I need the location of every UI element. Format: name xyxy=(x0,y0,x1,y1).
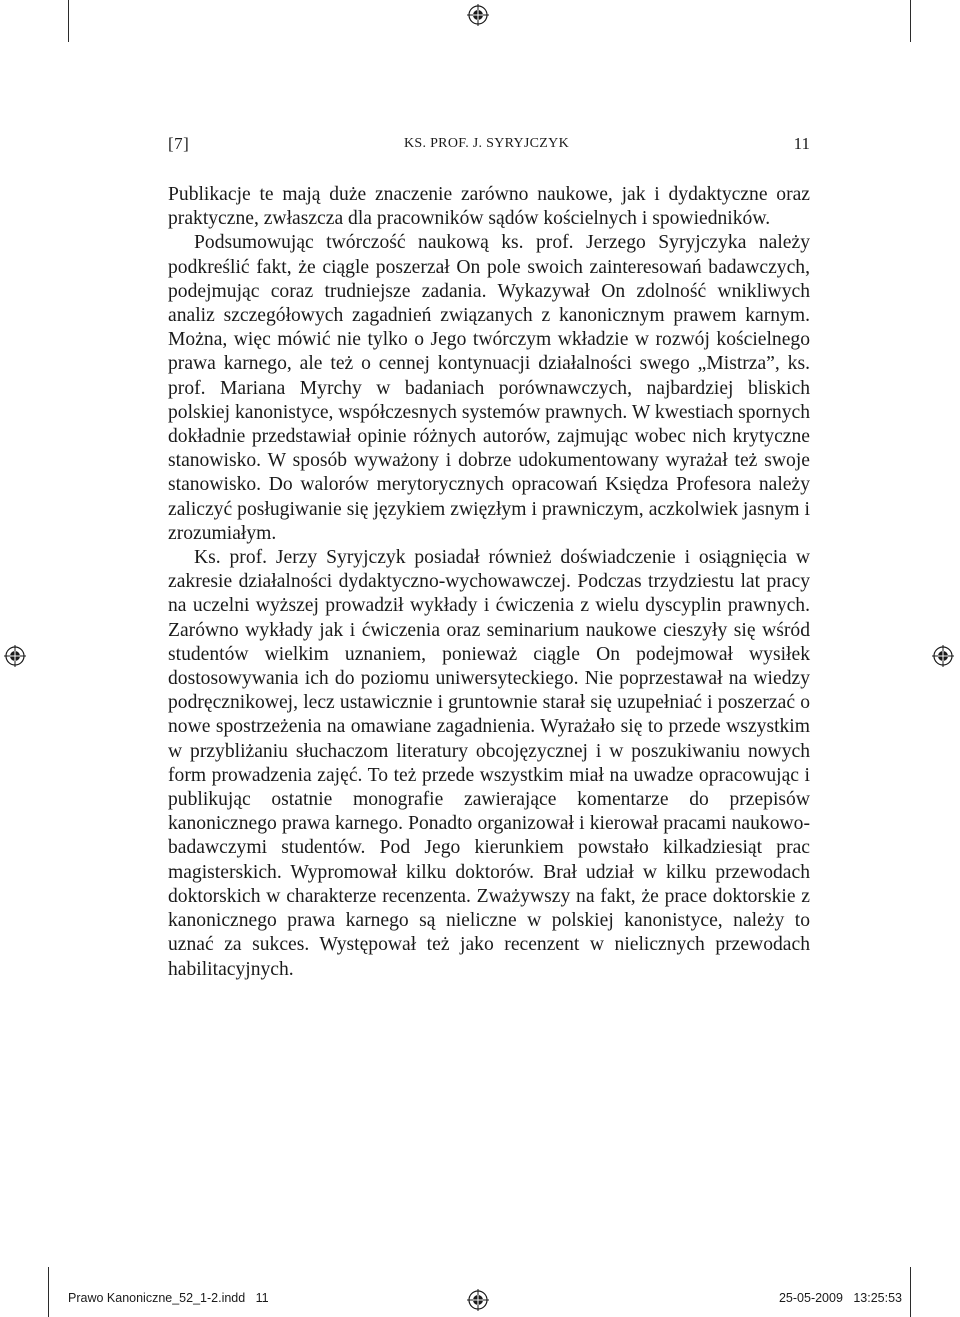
registration-mark-icon xyxy=(932,645,954,667)
paragraph: Publikacje te mają duże znaczenie zarówno naukowe, jak i dydaktyczne oraz praktyczne, zwłaszcza dla pracowników sądów kościelnych i spowiedników. xyxy=(168,184,810,230)
slug-timestamp: 25-05-2009 13:25:53 xyxy=(778,1291,902,1305)
running-title: KS. PROF. J. SYRYJCZYK xyxy=(404,136,569,151)
crop-mark-top-left xyxy=(68,0,69,42)
section-number: [7] xyxy=(168,134,190,153)
crop-mark-bottom-left xyxy=(48,1267,49,1317)
running-header xyxy=(168,134,810,158)
paragraph: Podsumowując twórczość naukową ks. prof. Jerzego Syryjczyka należy podkreślić fakt, że ciągle poszerzał On pole swoich zainteresowań badawczych, podejmując coraz trudniejsze zadania. Wykazywał On zdolność wnikliwych analiz szczegółowych zagadnień związanych z kanonicznym prawem karnym. Można, więc mówić nie tylko o Jego twórczym wkładzie w rozwój kościelnego prawa karnego, ale też o cennej kontynuacji działalności swego „Mistrza”, ks. prof. Mariana Myrchy w badaniach porównawczych, najbardziej bliskich polskiej kanonistyce, współczesnych systemów prawnych. W kwestiach spornych dokładnie przedstawiał opinie różnych autorów, zajmując wobec nich krytyczne stanowisko. W sposób wyważony i dobrze udokumentowany wyrażał też swoje stanowisko. Do walorów merytorycznych opracowań Księdza Profesora należy zaliczyć posługiwanie się językiem zwięzłym i prawniczym, aczkolwiek jasnym i zrozumiałym. xyxy=(168,232,810,544)
registration-mark-icon xyxy=(4,645,26,667)
slug-file-name: Prawo Kanoniczne_52_1-2.indd 11 xyxy=(68,1291,269,1305)
body-text xyxy=(168,183,810,982)
crop-mark-bottom-right xyxy=(910,1267,911,1317)
crop-mark-top-right xyxy=(910,0,911,42)
page-number: 11 xyxy=(793,134,810,153)
paragraph: Ks. prof. Jerzy Syryjczyk posiadał również doświadczenie i osiągnięcia w zakresie działalności dydaktyczno-wychowawczej. Podczas trzydziestu lat pracy na uczelni wyższej prowadził wykłady i ćwiczenia z wielu dyscyplin prawnych. Zarówno wykłady jak i ćwiczenia oraz seminarium naukowe cieszyły się wśród studentów wielkim uznaniem, ponieważ ciągle On podejmował wysiłek dostosowywania ich do poziomu uniwersyteckiego. Nie poprzestawał na wiedzy podręcznikowej, lecz ustawicznie i gruntownie starał się uzupełniać i poszerzać o nowe spostrzeżenia na omawiane zagadnienia. Wyrażało się to przede wszystkim w przybliżaniu słuchaczom literatury obcojęzycznej i w poszukiwaniu nowych form prowadzenia zajęć. To też przede wszystkim miał na uwadze opracowując i publikując ostatnie monografie zawierające komentarze do przepisów kanonicznego prawa karnego. Ponadto organizował i kierował pracami naukowo-badawczymi studentów. Pod Jego kierunkiem powstało kilkadziesiąt prac magisterskich. Wypromował kilku doktorów. Brał udział w kilku przewodach doktorskich w charakterze recenzenta. Zważywszy na fakt, że prace doktorskie z kanonicznego prawa karnego są nieliczne w polskiej kanonistyce, należy to uznać za sukces. Występował też jako recenzent w nielicznych przewodach habilitacyjnych. xyxy=(168,547,810,980)
registration-mark-icon xyxy=(467,1289,489,1311)
registration-mark-icon xyxy=(467,4,489,26)
